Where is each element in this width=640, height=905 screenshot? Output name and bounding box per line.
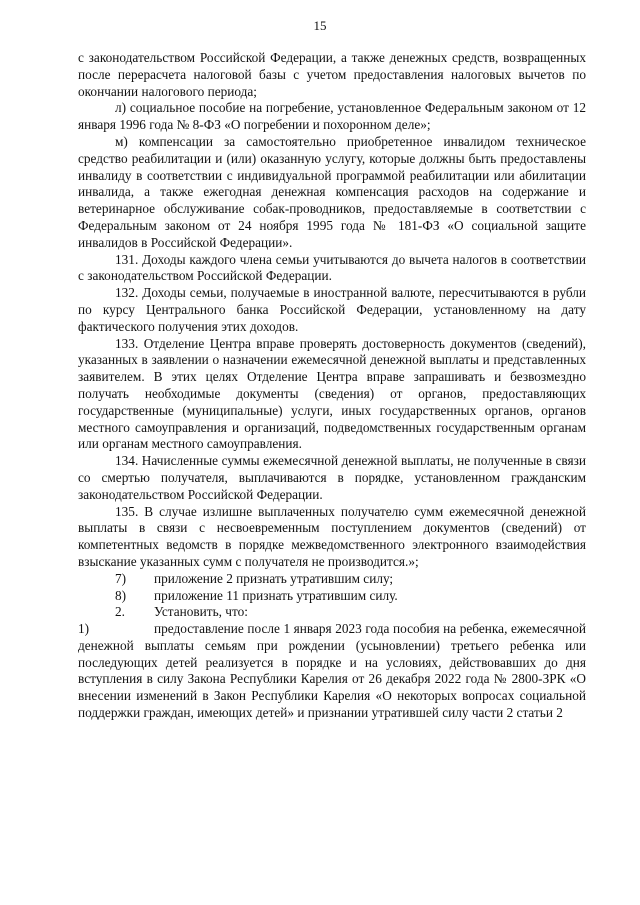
list-item-number: 1) xyxy=(78,621,90,637)
paragraph-131: 131. Доходы каждого члена семьи учитываются до вычета налогов в соответствии с законодательством Российской Федерации. xyxy=(78,251,586,284)
list-item-number: 7) xyxy=(115,570,127,586)
paragraph-133: 133. Отделение Центра вправе проверять достоверность документов (сведений), указанных в заявлении о назначении ежемесячной денежной выплаты и представленных заявителем. В этих целях Отделение Центра вправе запрашивать и безвозмездно получать необходимые документы (сведения) от органов, предоставляющих государственные (муниципальные) услуги, иных государственных органов, органов местного самоуправления и организаций, подведомственных государственным органам или органам местного самоуправления. xyxy=(78,335,586,452)
section-2 xyxy=(78,604,586,621)
document-body xyxy=(78,50,586,722)
section-text: Установить, что: xyxy=(154,604,248,620)
paragraph-135: 135. В случае излишне выплаченных получателю сумм ежемесячной денежной выплаты в связи с несвоевременным поступлением документов (сведений) от компетентных ведомств в порядке межведомственного электронного взаимодействия взыскание указанных сумм с получателя не производится.»; xyxy=(78,503,586,569)
list-item-text: приложение 11 признать утратившим силу. xyxy=(154,587,398,603)
paragraph-134: 134. Начисленные суммы ежемесячной денежной выплаты, не полученные в связи со смертью получателя, выплачиваются в порядке, установленном гражданским законодательством Российской Федерации. xyxy=(78,453,586,502)
paragraph-item-l: л) социальное пособие на погребение, установленное Федеральным законом от 12 января 1996 года № 8-ФЗ «О погребении и похоронном деле»; xyxy=(78,100,586,133)
list-item-text: предоставление после 1 января 2023 года пособия на ребенка, ежемесячной денежной выплаты семьям при рождении (усыновлении) третьего ребенка или последующих детей реализуется в порядке и на условиях, действовавших до дня вступления в силу Закона Республики Карелия от 26 декабря 2022 года № 2800-ЗРК «О внесении изменений в Закон Республики Карелия «О некоторых вопросах социальной поддержки граждан, имеющих детей» и признании утратившей силу части 2 статьи 2 xyxy=(78,621,586,721)
page-number: 15 xyxy=(313,18,327,33)
list-item-number: 8) xyxy=(115,587,127,603)
list-item-text: приложение 2 признать утратившим силу; xyxy=(154,570,394,586)
list-item-7 xyxy=(78,571,586,588)
paragraph-item-m: м) компенсации за самостоятельно приобретенное инвалидом техническое средство реабилитации и (или) оказанную услугу, которые должны быть предоставлены инвалиду в соответствии с индивидуальной программой реабилитации или абилитации инвалида, а также ежегодная денежная компенсация расходов на содержание и ветеринарное обслуживание собак-проводников, предоставляемые в соответствии с Федеральным законом от 24 ноября 1995 года № 181-ФЗ «О социальной защите инвалидов в Российской Федерации». xyxy=(78,133,586,250)
paragraph-132: 132. Доходы семьи, получаемые в иностранной валюте, пересчитываются в рубли по курсу Центрального банка Российской Федерации, установленному на дату фактического получения этих доходов. xyxy=(78,285,586,334)
paragraph-continuation: с законодательством Российской Федерации, а также денежных средств, возвращенных после перерасчета налоговой базы с учетом предоставления налоговых вычетов по окончании налогового периода; xyxy=(78,50,586,99)
section-number: 2. xyxy=(115,604,125,620)
list-item-8 xyxy=(78,588,586,605)
list-item-1 xyxy=(78,621,586,722)
